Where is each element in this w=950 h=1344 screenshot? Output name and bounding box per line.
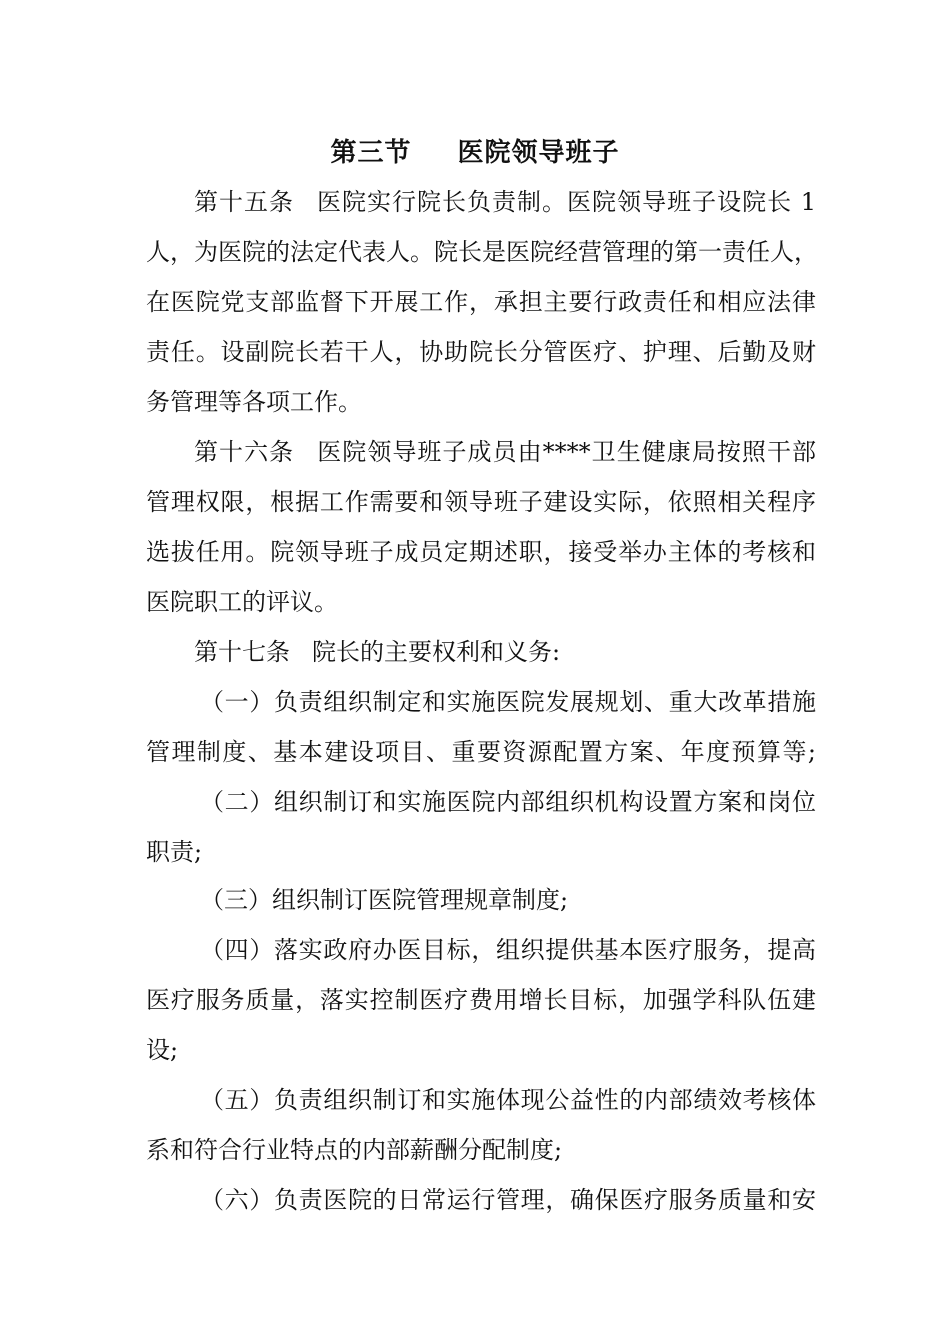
article-15-line-2: 人，为医院的法定代表人。院长是医院经营管理的第一责任人， xyxy=(146,238,818,266)
article-16-line-4: 医院职工的评议。 xyxy=(146,588,338,616)
article-15-line-1: 第十五条 医院实行院长负责制。医院领导班子设院长 1 xyxy=(194,188,816,216)
item-1-line-2: 管理制度、基本建设项目、重要资源配置方案、年度预算等; xyxy=(146,738,816,766)
article-15-line-3: 在医院党支部监督下开展工作，承担主要行政责任和相应法律 xyxy=(146,288,816,316)
article-17-label: 第十七条 xyxy=(194,638,290,666)
article-15-label: 第十五条 xyxy=(194,188,295,216)
article-15-line-5: 务管理等各项工作。 xyxy=(146,388,362,416)
article-15-line-4: 责任。设副院长若干人，协助院长分管医疗、护理、后勤及财 xyxy=(146,338,816,366)
section-heading xyxy=(0,132,950,169)
item-2-line-1: （二）组织制订和实施医院内部组织机构设置方案和岗位 xyxy=(200,788,816,816)
item-1-line-1: （一）负责组织制定和实施医院发展规划、重大改革措施 xyxy=(200,688,816,716)
item-4-line-2: 医疗服务质量，落实控制医疗费用增长目标，加强学科队伍建 xyxy=(146,986,816,1014)
article-16-line-3: 选拔任用。院领导班子成员定期述职，接受举办主体的考核和 xyxy=(146,538,816,566)
section-title: 医院领导班子 xyxy=(457,138,620,168)
article-16-label: 第十六条 xyxy=(194,438,295,466)
article-17-line-1: 第十七条 院长的主要权利和义务: xyxy=(194,638,561,666)
item-4-line-3: 设; xyxy=(146,1036,179,1064)
item-5-line-1: （五）负责组织制订和实施体现公益性的内部绩效考核体 xyxy=(200,1086,816,1114)
item-6-line-1: （六）负责医院的日常运行管理，确保医疗服务质量和安 xyxy=(200,1186,816,1214)
item-3-line-1: （三）组织制订医院管理规章制度; xyxy=(200,886,569,914)
item-5-line-2: 系和符合行业特点的内部薪酬分配制度; xyxy=(146,1136,563,1164)
section-number: 第三节 xyxy=(330,138,412,168)
article-16-line-2: 管理权限，根据工作需要和领导班子建设实际，依照相关程序 xyxy=(146,488,816,516)
article-16-line-1: 第十六条 医院领导班子成员由****卫生健康局按照干部 xyxy=(194,438,817,466)
item-4-line-1: （四）落实政府办医目标，组织提供基本医疗服务，提高 xyxy=(200,936,816,964)
item-2-line-2: 职责; xyxy=(146,838,203,866)
